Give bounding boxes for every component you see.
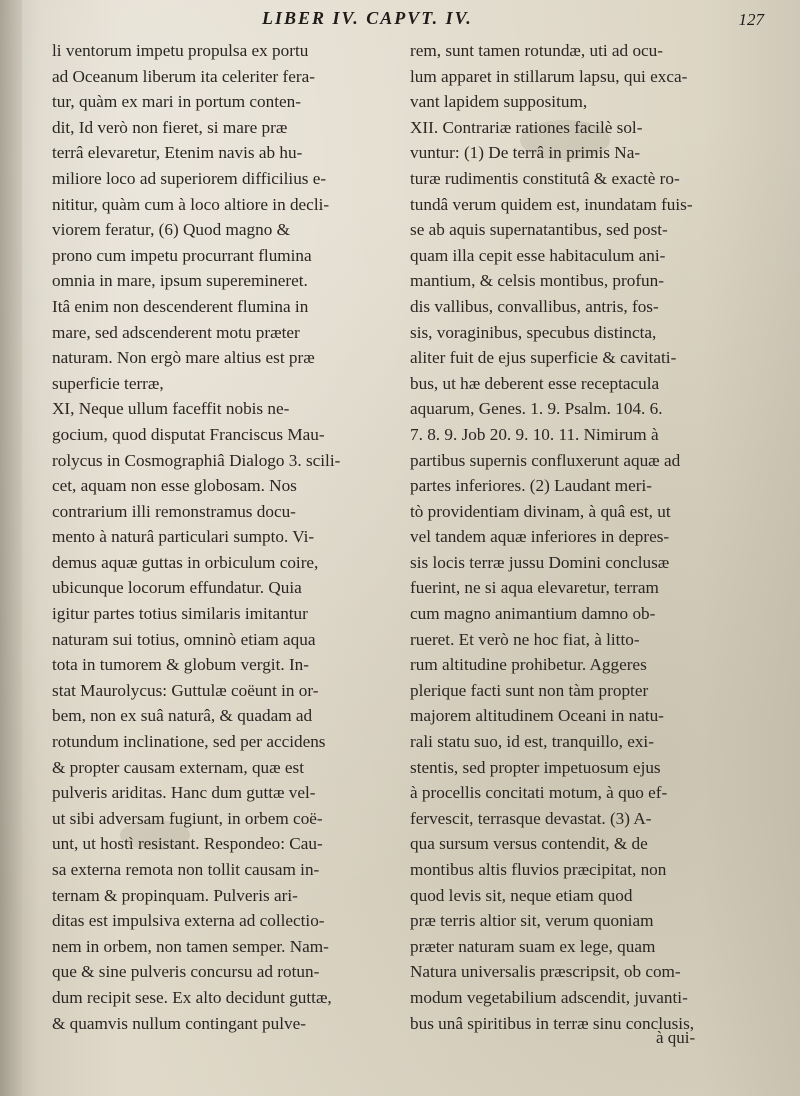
text-line: vel tandem aquæ inferiores in depres- xyxy=(410,527,670,547)
text-line: rotundum inclinatione, sed per accidens xyxy=(52,732,326,752)
text-line: stentis, sed propter impetuosum ejus xyxy=(410,757,661,777)
text-line: Itâ enim non descenderent flumina in xyxy=(52,296,309,316)
text-line: cum magno animantium damno ob- xyxy=(410,604,656,624)
running-head: LIBER IV. CAPVT. IV. xyxy=(262,8,473,28)
text-line: lum apparet in stillarum lapsu, qui exca- xyxy=(410,66,688,86)
text-line: pulveris ariditas. Hanc dum guttæ vel- xyxy=(52,783,316,803)
text-line: naturam. Non ergò mare altius est præ xyxy=(52,348,315,368)
text-line: rueret. Et verò ne hoc fiat, à litto- xyxy=(410,629,640,649)
text-line: rem, sunt tamen rotundæ, uti ad ocu- xyxy=(410,41,663,60)
text-line: quam illa cepit esse habitaculum ani- xyxy=(410,245,666,265)
text-line: XI, Neque ullum faceffit nobis ne- xyxy=(52,399,290,419)
text-line: ternam & propinquam. Pulveris ari- xyxy=(52,885,298,905)
text-line: & quamvis nullum contingant pulve- xyxy=(52,1013,306,1033)
text-line: stat Maurolycus: Guttulæ coëunt in or- xyxy=(52,680,319,700)
text-line: aliter fuit de ejus superficie & cavitati- xyxy=(410,348,677,368)
text-line: rolycus in Cosmographiâ Dialogo 3. scili- xyxy=(52,450,341,470)
text-line: gocium, quod disputat Franciscus Mau- xyxy=(52,424,325,444)
text-line: prono cum impetu procurrant flumina xyxy=(52,245,312,265)
text-line: mare, sed adscenderent motu præter xyxy=(52,322,300,342)
text-line: præter naturam suam ex lege, quam xyxy=(410,936,656,956)
text-line: dit, Id verò non fieret, si mare præ xyxy=(52,117,288,137)
text-line: naturam sui totius, omninò etiam aqua xyxy=(52,629,316,649)
text-line: dum recipit sese. Ex alto decidunt guttæ, xyxy=(52,987,332,1007)
page-number: 127 xyxy=(738,10,764,29)
text-line: cet, aquam non esse globosam. Nos xyxy=(52,476,297,496)
text-line: omnia in mare, ipsum superemineret. xyxy=(52,271,308,291)
text-line: vuntur: (1) De terrâ in primis Na- xyxy=(410,143,641,163)
text-line: dis vallibus, convallibus, antris, fos- xyxy=(410,296,659,316)
text-line: aquarum, Genes. 1. 9. Psalm. 104. 6. xyxy=(410,399,663,419)
text-line: bus, ut hæ deberent esse receptacula xyxy=(410,373,660,393)
text-line: superficie terræ, xyxy=(52,373,164,393)
text-line: contrarium illi remonstramus docu- xyxy=(52,501,296,521)
text-line: tur, quàm ex mari in portum conten- xyxy=(52,92,301,112)
text-line: li ventorum impetu propulsa ex portu xyxy=(52,41,309,60)
left-text-column xyxy=(52,38,382,1036)
text-line: bem, non ex suâ naturâ, & quadam ad xyxy=(52,706,313,726)
text-line: turæ rudimentis constitutâ & exactè ro- xyxy=(410,168,680,188)
text-line: sis, voraginibus, specubus distincta, xyxy=(410,322,657,342)
text-line: tundâ verum quidem est, inundatam fuis- xyxy=(410,194,693,214)
text-line: ditas est impulsiva externa ad collectio- xyxy=(52,911,325,931)
page-header xyxy=(0,4,800,38)
text-line: terrâ elevaretur, Etenim navis ab hu- xyxy=(52,143,303,163)
text-line: se ab aquis supernatantibus, sed post- xyxy=(410,220,668,240)
text-line: rali statu suo, id est, tranquillo, exi- xyxy=(410,732,654,752)
text-line: fervescit, terrasque devastat. (3) A- xyxy=(410,808,652,828)
text-line: rum altitudine prohibetur. Aggeres xyxy=(410,655,647,675)
text-line: Natura universalis præscripsit, ob com- xyxy=(410,962,681,982)
text-line: 7. 8. 9. Job 20. 9. 10. 11. Nimirum à xyxy=(410,424,659,444)
catchword: à qui- xyxy=(656,1028,696,1047)
text-line: demus aquæ guttas in orbiculum coire, xyxy=(52,552,319,572)
text-line: nem in orbem, non tamen semper. Nam- xyxy=(52,936,329,956)
text-line: quod levis sit, neque etiam quod xyxy=(410,885,633,905)
text-line: mento à naturâ particulari sumpto. Vi- xyxy=(52,527,315,547)
text-line: qua sursum versus contendit, & de xyxy=(410,834,648,854)
text-line: montibus altis fluvios præcipitat, non xyxy=(410,860,667,879)
text-line: ut sibi adversam fugiunt, in orbem coë- xyxy=(52,808,323,828)
text-line: que & sine pulveris concursu ad rotun- xyxy=(52,962,320,982)
text-line: sa externa remota non tollit causam in- xyxy=(52,860,320,879)
text-line: ad Oceanum liberum ita celeriter fera- xyxy=(52,66,315,86)
page-gutter-shadow xyxy=(0,0,22,1096)
text-line: mantium, & celsis montibus, profun- xyxy=(410,271,664,291)
text-line: sis locis terræ jussu Domini conclusæ xyxy=(410,552,670,572)
text-line: ubicunque locorum effundatur. Quia xyxy=(52,578,302,598)
text-line: plerique facti sunt non tàm propter xyxy=(410,680,649,700)
text-line: miliore loco ad superiorem difficilius e- xyxy=(52,168,327,188)
text-line: unt, ut hostì resistant. Respondeo: Cau- xyxy=(52,834,323,854)
right-text-column xyxy=(410,38,756,1036)
text-line: majorem altitudinem Oceani in natu- xyxy=(410,706,664,726)
text-line: nititur, quàm cum à loco altiore in decli- xyxy=(52,194,330,214)
text-line: præ terris altior sit, verum quoniam xyxy=(410,911,654,931)
text-line: tota in tumorem & globum vergit. In- xyxy=(52,655,309,675)
text-line: tò providentiam divinam, à quâ est, ut xyxy=(410,501,671,521)
text-line: modum vegetabilium adscendit, juvanti- xyxy=(410,987,688,1007)
text-line: à procellis concitati motum, à quo ef- xyxy=(410,783,668,803)
text-line: XII. Contrariæ rationes facilè sol- xyxy=(410,117,643,137)
text-line: igitur partes totius similaris imitantur xyxy=(52,604,308,624)
text-line: bus unâ spiritibus in terræ sinu conclusis, xyxy=(410,1013,695,1033)
text-line: partes inferiores. (2) Laudant meri- xyxy=(410,476,652,496)
text-line: vant lapidem suppositum, xyxy=(410,92,588,112)
text-line: viorem feratur, (6) Quod magno & xyxy=(52,220,290,240)
text-line: partibus supernis confluxerunt aquæ ad xyxy=(410,450,681,470)
text-line: & propter causam externam, quæ est xyxy=(52,757,305,777)
text-line: fuerint, ne si aqua elevaretur, terram xyxy=(410,578,659,598)
